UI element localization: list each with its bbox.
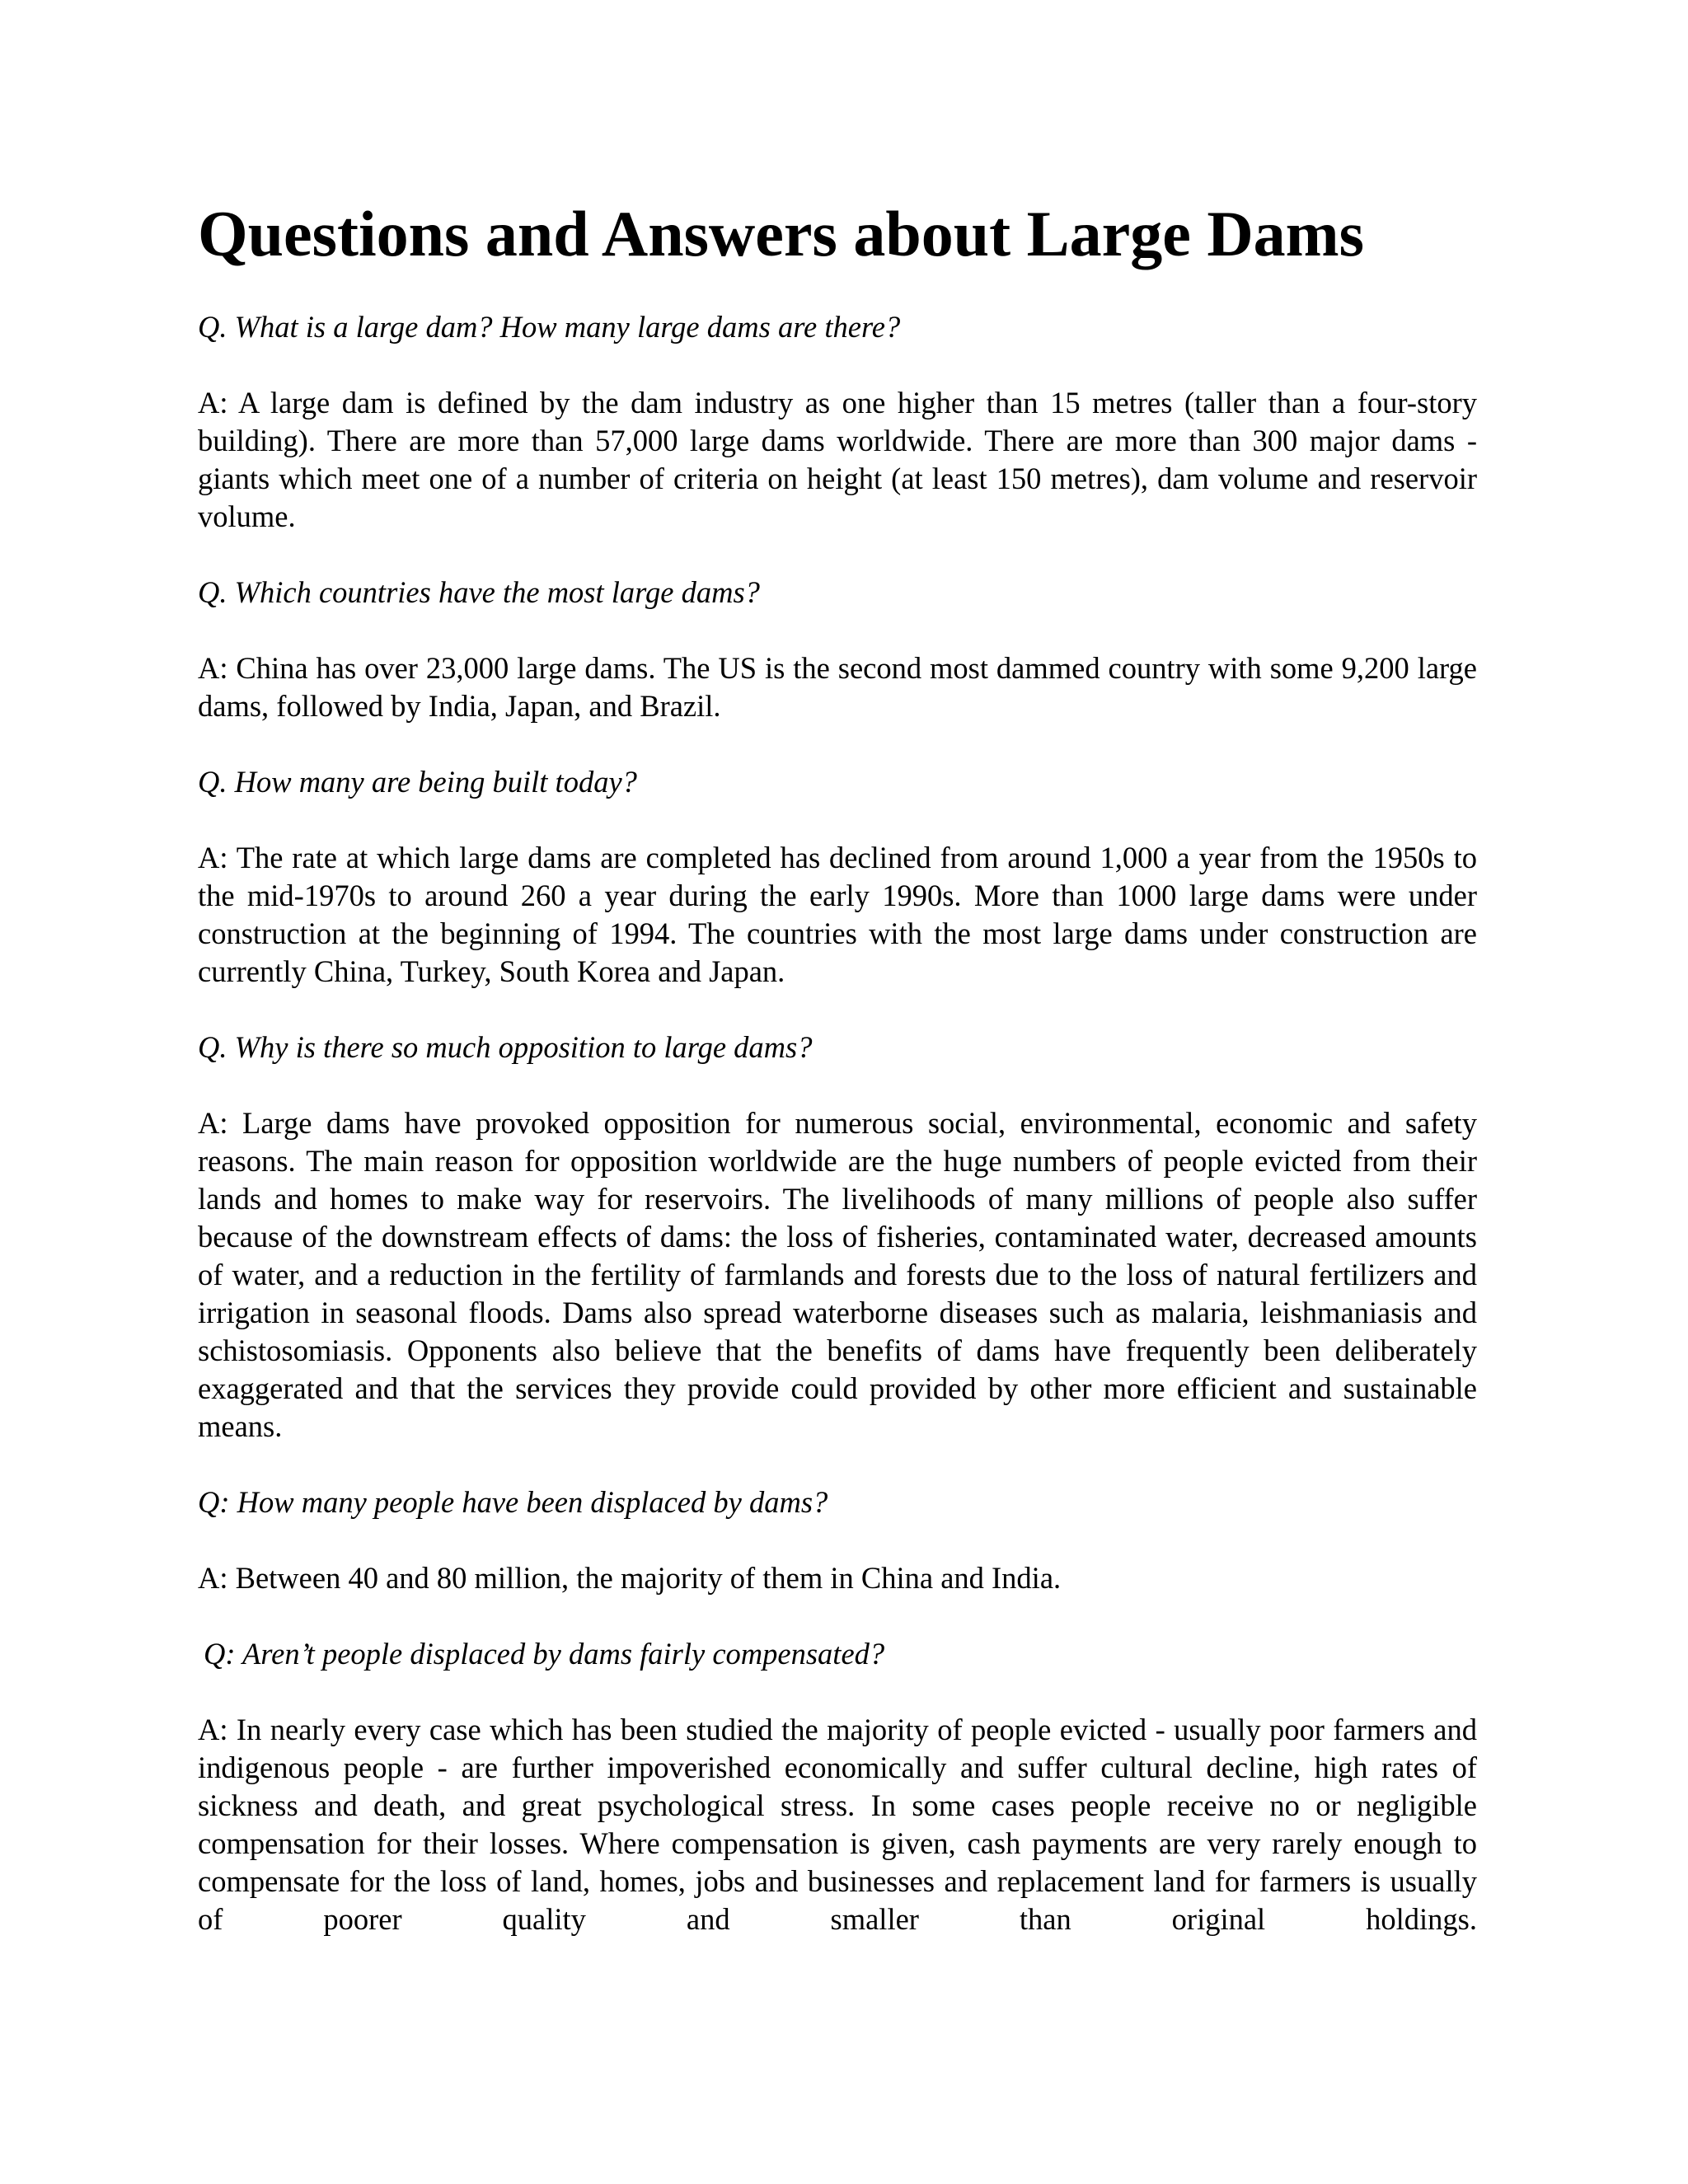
- qa-item: [198, 763, 1477, 991]
- answer-text: A: In nearly every case which has been studied the majority of people evicted - usually poor farmers and indigenous people - are further impoverished economically and suffer cultural decline, high rates of sickness and death, and great psychological stress. In some cases people receive no or negligible compensation for their losses. Where compensation is given, cash payments are very rarely enough to compensate for the loss of land, homes, jobs and businesses and replacement land for farmers is usually of poorer quality and smaller than original holdings.: [198, 1713, 1477, 1936]
- question-text: Q. How many are being built today?: [198, 765, 637, 799]
- answer-text: A: The rate at which large dams are completed has declined from around 1,000 a year from the 1950s to the mid-1970s to around 260 a year during the early 1990s. More than 1000 large dams were under construction at the beginning of 1994. The countries with the most large dams under construction are currently China, Turkey, South Korea and Japan.: [198, 841, 1477, 988]
- answer-text: A: China has over 23,000 large dams. The US is the second most dammed country with some 9,200 large dams, followed by India, Japan, and Brazil.: [198, 651, 1477, 723]
- answer-text: A: Large dams have provoked opposition for numerous social, environmental, economic and safety reasons. The main reason for opposition worldwide are the huge numbers of people evicted from their lands and homes to make way for reservoirs. The livelihoods of many millions of people also suffer because of the downstream effects of dams: the loss of fisheries, contaminated water, decreased amounts of water, and a reduction in the fertility of farmlands and forests due to the loss of natural fertilizers and irrigation in seasonal floods. Dams also spread waterborne diseases such as malaria, leishmaniasis and schistosomiasis. Opponents also believe that the benefits of dams have frequently been deliberately exaggerated and that the services they provide could provided by other more efficient and sustainable means.: [198, 1106, 1477, 1443]
- qa-item: [198, 308, 1477, 536]
- qa-item: [198, 1029, 1477, 1446]
- answer-text: A: Between 40 and 80 million, the majority of them in China and India.: [198, 1561, 1062, 1595]
- question-text: Q. Why is there so much opposition to large dams?: [198, 1030, 813, 1064]
- qa-item: [198, 1483, 1477, 1597]
- page-title: Questions and Answers about Large Dams: [198, 198, 1365, 269]
- question-text: Q. What is a large dam? How many large dams are there?: [198, 310, 901, 344]
- question-text: Q: Aren’t people displaced by dams fairly compensated?: [204, 1637, 885, 1671]
- question-text: Q. Which countries have the most large dams?: [198, 575, 760, 609]
- answer-text: A: A large dam is defined by the dam industry as one higher than 15 metres (taller than a four-story building). There are more than 57,000 large dams worldwide. There are more than 300 major dams - giants which meet one of a number of criteria on height (at least 150 metres), dam volume and reservoir volume.: [198, 386, 1477, 533]
- qa-item: [198, 1635, 1477, 1938]
- question-text: Q: How many people have been displaced by dams?: [198, 1485, 828, 1519]
- qa-item: [198, 574, 1477, 725]
- document-page: [198, 196, 1477, 1976]
